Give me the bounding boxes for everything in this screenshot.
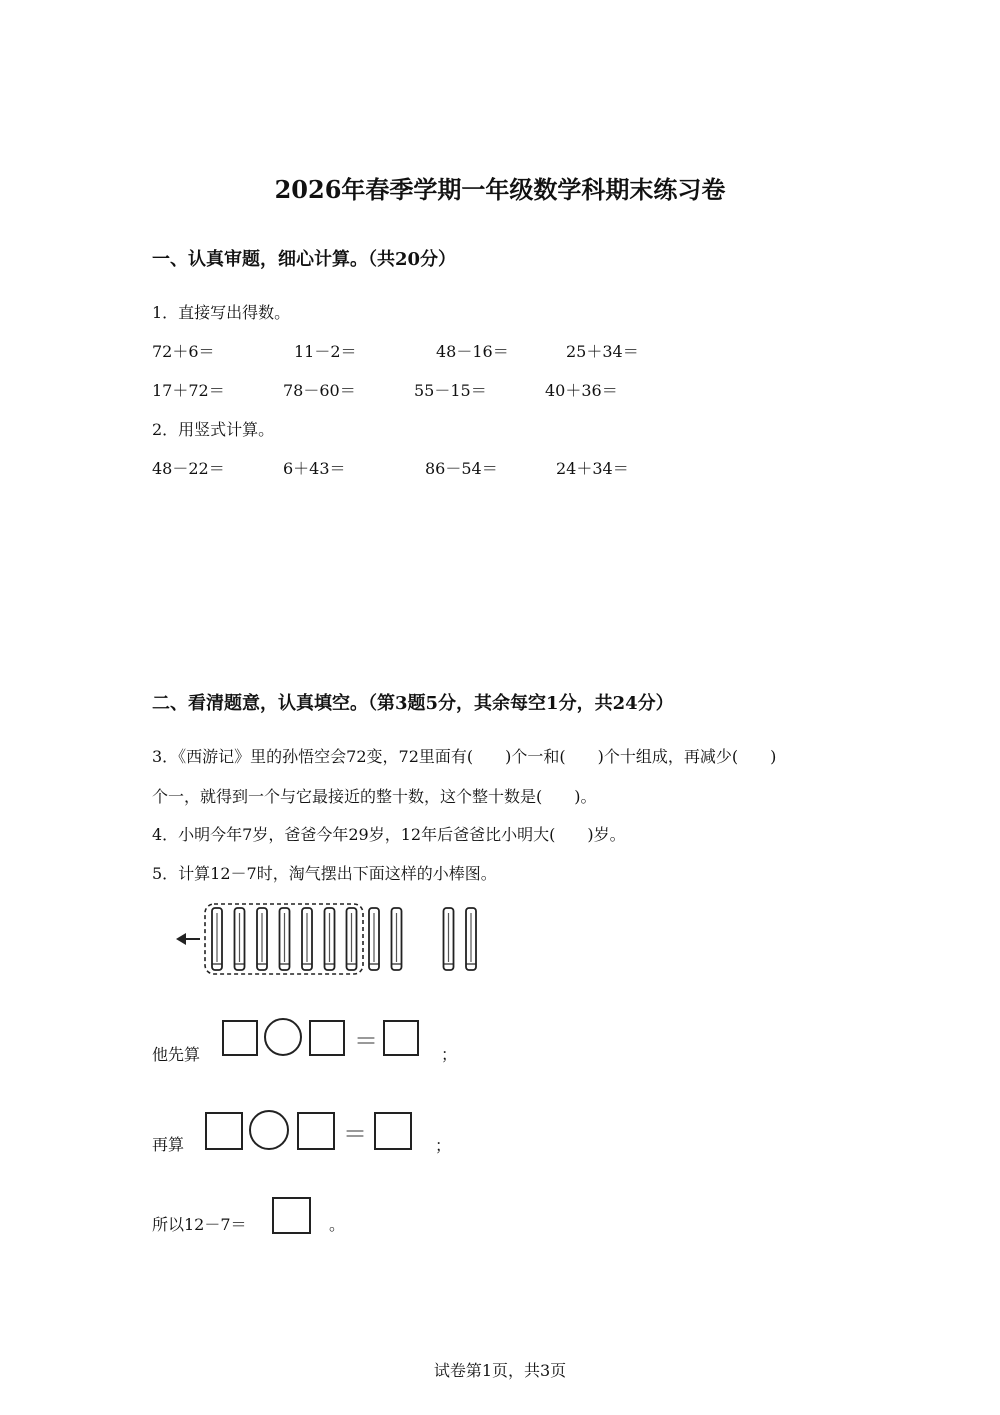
counting-stick [392,908,402,970]
section2-heading: 二、看清题意，认真填空。（第3题5分，其余每空1分，共24分） [152,693,674,714]
q2-item: 24＋34＝ [556,459,629,478]
semicolon: ； [441,1045,458,1064]
counting-stick [280,908,290,970]
step2-label: 再算 [152,1135,185,1154]
counting-stick [257,908,267,970]
counting-stick [466,908,476,970]
page-footer: 试卷第1页，共3页 [433,1361,567,1380]
counting-stick [444,908,454,970]
q5-text: 5．计算12－7时，淘气摆出下面这样的小棒图。 [152,864,497,883]
operator-circle[interactable] [249,1110,289,1150]
counting-stick [235,908,245,970]
counting-stick [325,908,335,970]
q1-label: 1．直接写出得数。 [152,303,291,322]
q1-item: 48－16＝ [436,342,509,361]
answer-box[interactable] [222,1020,258,1056]
q1-item: 25＋34＝ [566,342,639,361]
q3-text-line1: 3．《西游记》里的孙悟空会72变，72里面有( )个一和( )个十组成，再减少( ) [152,747,777,766]
q2-item: 48－22＝ [152,459,225,478]
answer-box[interactable] [272,1197,311,1234]
answer-box[interactable] [309,1020,345,1056]
q2-item: 86－54＝ [425,459,498,478]
answer-box[interactable] [383,1020,419,1056]
answer-box[interactable] [374,1112,412,1150]
q1-item: 17＋72＝ [152,381,225,400]
result-label: 所以12－7＝ [152,1215,247,1234]
counting-stick [369,908,379,970]
q2-label: 2．用竖式计算。 [152,420,275,439]
q1-item: 40＋36＝ [545,381,618,400]
q1-item: 11－2＝ [294,342,357,361]
counting-stick [212,908,222,970]
counting-stick [302,908,312,970]
equals-sign: ＝ [343,1120,367,1148]
q1-item: 55－15＝ [414,381,487,400]
counting-stick [347,908,357,970]
stick-figure [170,898,515,983]
q1-item: 72＋6＝ [152,342,215,361]
q2-item: 6＋43＝ [283,459,346,478]
section1-heading: 一、认真审题，细心计算。（共20分） [152,249,457,270]
equals-sign: ＝ [354,1027,378,1055]
semicolon: ； [435,1136,452,1155]
q1-item: 78－60＝ [283,381,356,400]
q3-text-line2: 个一，就得到一个与它最接近的整十数，这个整十数是( )。 [152,787,597,806]
exam-title: 2026年春季学期一年级数学科期末练习卷 [274,175,726,204]
operator-circle[interactable] [264,1018,302,1056]
step1-label: 他先算 [152,1045,201,1064]
answer-box[interactable] [205,1112,243,1150]
left-arrow-icon [176,933,200,945]
answer-box[interactable] [297,1112,335,1150]
period: 。 [329,1215,346,1234]
q4-text: 4．小明今年7岁，爸爸今年29岁，12年后爸爸比小明大( )岁。 [152,825,626,844]
